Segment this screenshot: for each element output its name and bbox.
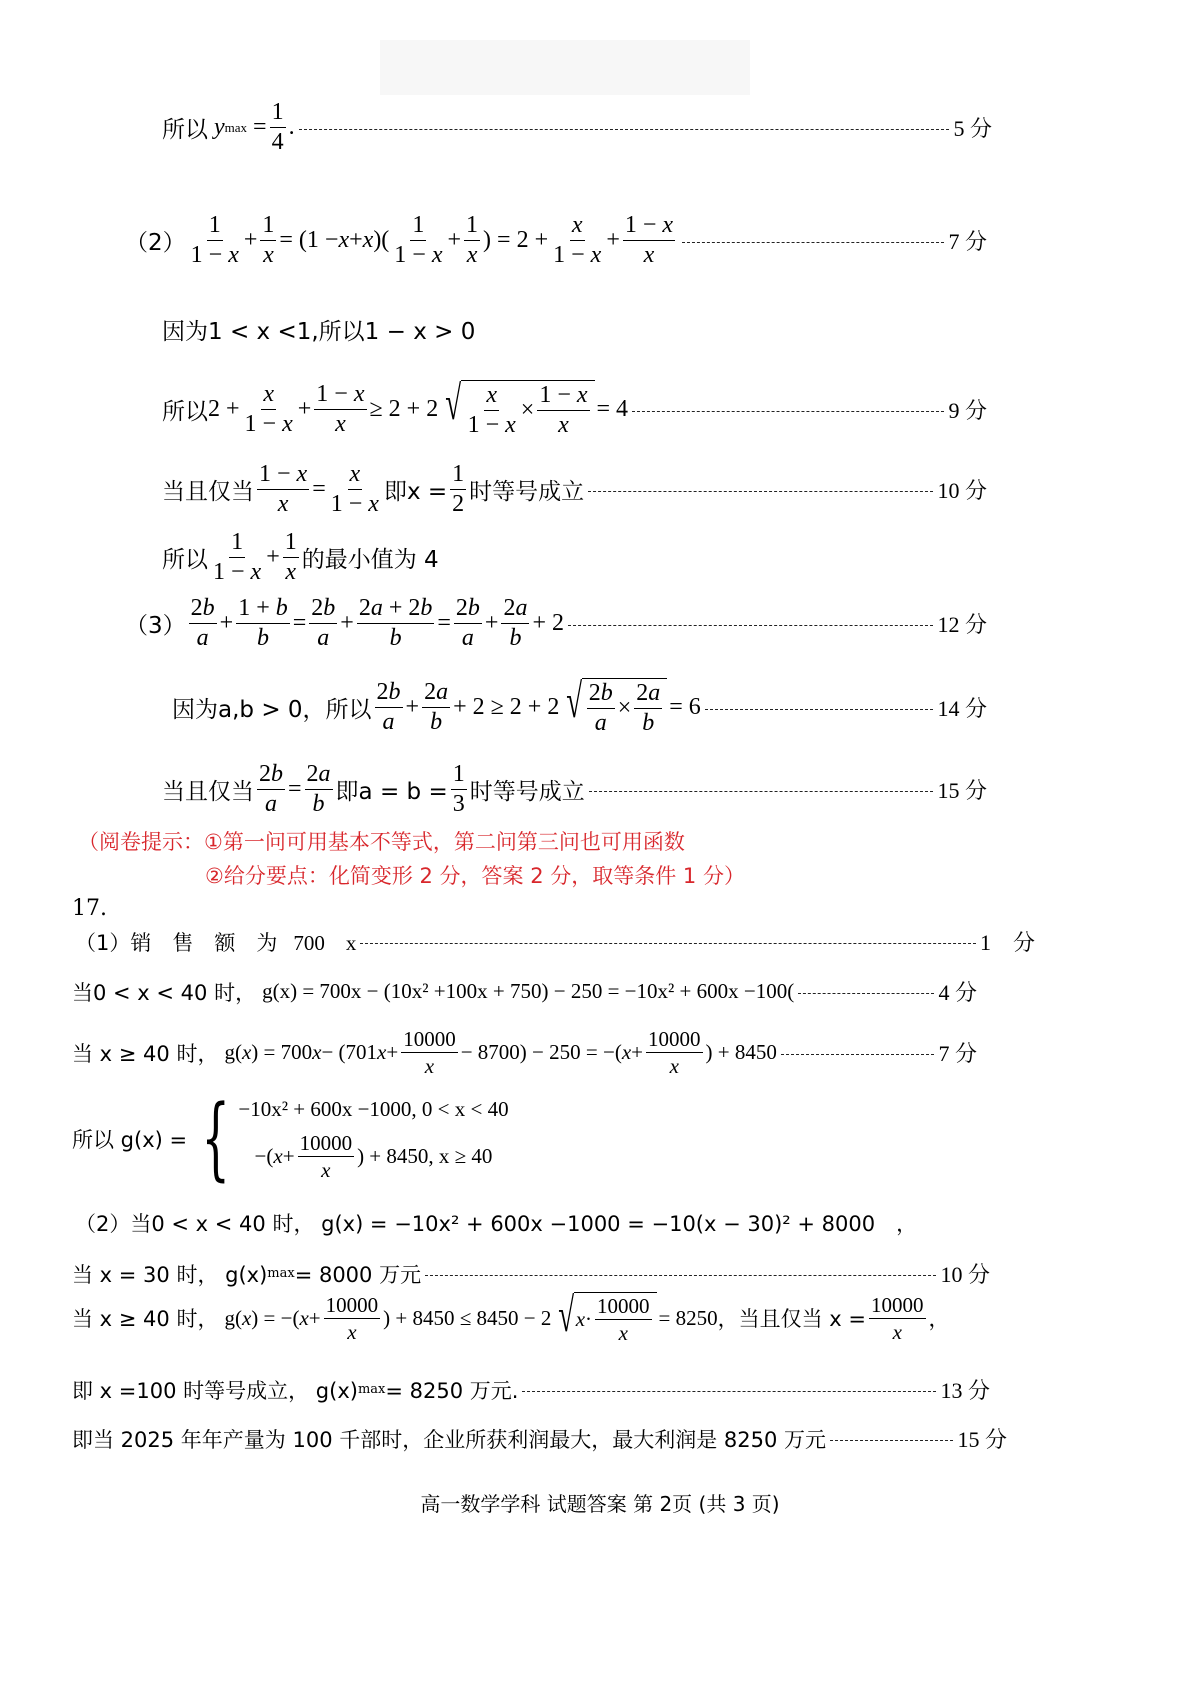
line-suffix: 时等号成立: [469, 479, 585, 506]
page-footer: 高一数学学科 试题答案 第 2页 (共 3 页): [420, 1492, 780, 1516]
line-prefix: 当0 < x < 40 时，: [72, 980, 257, 1005]
formula: $\frac{1}{1 - x}$ + $\frac{1}{x}$ = (1 − x + x )( $\frac{1}{1 - x}$ + $\frac{1}{x}$ ) = 2 + $\frac{x}{1 - x}$ + $\frac{1 - x}{x}$: [190, 212, 674, 269]
leader-dashes: [299, 129, 950, 130]
leader-dashes: [798, 993, 934, 994]
line-prefix: 当 x ≥ 40 时，: [72, 1041, 219, 1066]
line-mid: 即x =: [383, 479, 448, 506]
line-part3-ineq: [172, 675, 987, 737]
subscript: max: [357, 1382, 386, 1397]
line-prefix: 因为: [172, 696, 218, 723]
score: 12 分: [937, 612, 987, 638]
question-number: 17.: [72, 896, 107, 921]
case-1: −10x² + 600x −1000, 0 < x < 40: [238, 1096, 509, 1121]
scan-shade: [380, 40, 750, 95]
line-prefix: 当且仅当: [162, 779, 254, 806]
score: 15 分: [937, 778, 987, 804]
score: 7 分: [948, 229, 987, 255]
line-equality-cond: [162, 462, 987, 517]
line-prefix: 所以 g(x) =: [72, 1128, 188, 1152]
subscript: max: [267, 1266, 295, 1281]
line-suffix: = 8000 万元: [294, 1262, 422, 1287]
line-prefix: 当且仅当: [162, 479, 254, 506]
left-brace: {: [201, 1086, 231, 1191]
leader-dashes: [568, 625, 933, 626]
formula: $\frac{2b}{a}$ + $\frac{2a}{b}$ + 2 ≥ 2 + 2 √ $\frac{2b}{a}$ × $\frac{2a}{b}$ = 6: [376, 675, 701, 737]
leader-dashes: [360, 943, 976, 944]
line-17-1: [75, 926, 1035, 957]
line-condition: [162, 313, 475, 346]
line-prefix: （1）销 售 额 为: [75, 930, 278, 955]
line-prefix: 当 x = 30 时， g(x): [72, 1262, 268, 1287]
formula: g( x ) = 700 x − (701 x + $\frac{10000}{x}$ − 8700) − 250 = −( x + $\frac{10000}{x}$ ) + 8450: [224, 1027, 777, 1079]
line-17-5: [75, 1208, 917, 1238]
leader-dashes: [682, 242, 944, 243]
line-part3-expand: [125, 596, 987, 651]
grading-note-2: ②给分要点：化简变形 2 分，答案 2 分，取等条件 1 分）: [205, 864, 745, 888]
leader-dashes: [522, 1391, 936, 1392]
line-17-9: [72, 1423, 1007, 1454]
formula: 700 x: [293, 930, 357, 955]
line-prefix: 所以: [162, 547, 208, 574]
piecewise: [238, 1097, 508, 1181]
grading-note-1: （阅卷提示：①第一问可用基本不等式，第二问第三问也可用函数: [78, 830, 685, 854]
line-17-7: [72, 1289, 950, 1346]
line-ymax: [162, 100, 992, 155]
line-suffix: = 8250 万元.: [385, 1378, 519, 1403]
line-prefix: 当 x ≥ 40 时，: [72, 1307, 219, 1332]
line-17-8: [72, 1374, 990, 1405]
formula: $\frac{10000}{x}$ ，: [871, 1292, 950, 1344]
leader-dashes: [705, 709, 934, 710]
leader-dashes: [781, 1054, 935, 1055]
score: 15 分: [957, 1427, 1007, 1452]
leader-dashes: [588, 491, 933, 492]
part-label: （3）: [125, 613, 186, 640]
case-2-suffix: ) + 8450, x ≥ 40: [357, 1144, 493, 1168]
case-2: −( x + $\frac{10000}{x}$ ) + 8450, x ≥ 40: [254, 1130, 493, 1182]
score: 4 分: [938, 980, 977, 1005]
leader-dashes: [632, 411, 944, 412]
line-mid: 即a = b =: [335, 779, 448, 806]
line-17-2: [72, 976, 977, 1007]
line-cond: a,b > 0，所以: [218, 696, 372, 723]
score: 5 分: [953, 116, 992, 142]
leader-dashes: [589, 791, 934, 792]
score: 10 分: [937, 478, 987, 504]
line-prefix: 所以: [162, 398, 208, 425]
line-prefix: 所以: [162, 117, 208, 144]
formula: $\frac{1 - x}{x}$ = $\frac{x}{1 - x}$: [259, 461, 379, 518]
leader-dashes: [830, 1440, 953, 1441]
formula: $\frac{2b}{a}$ = $\frac{2a}{b}$: [259, 761, 331, 818]
conclusion-text: 即当 2025 年年产量为 100 千部时，企业所获利润最大，最大利润是 8250 万元: [72, 1427, 827, 1452]
formula: $\frac{1}{2}$: [452, 461, 465, 518]
formula: 2 + $\frac{x}{1 - x}$ + $\frac{1 - x}{x}$ ≥ 2 + 2 √ $\frac{x}{1 - x}$ × $\frac{1 - x}{x}$ = 4: [208, 377, 629, 439]
line-suffix: 的最小值为 4: [301, 547, 439, 574]
formula: $\frac{1}{1 - x}$ + $\frac{1}{x}$: [213, 529, 297, 586]
line-suffix: 时等号成立: [469, 779, 585, 806]
formula: $\frac{1}{3}$: [452, 761, 465, 818]
score: 14 分: [937, 695, 987, 721]
line-tail: ，当且仅当 x =: [717, 1307, 866, 1332]
leader-dashes: [425, 1275, 936, 1276]
line-17-4: [72, 1086, 509, 1191]
formula: y max = $\frac{1}{4}$ .: [214, 99, 295, 156]
condition-text: 因为1 < x <1,所以1 − x > 0: [162, 319, 476, 345]
line-17-6: [72, 1258, 990, 1289]
line-part2-expand: [125, 213, 987, 268]
formula: g(x) = 700x − (10x² +100x + 750) − 250 = −10x² + 600x −100(: [262, 979, 795, 1003]
part-label: （2）: [125, 230, 186, 257]
line-text: （2）当0 < x < 40 时， g(x) = −10x² + 600x −1000 = −10(x − 30)² + 8000 ，: [75, 1212, 918, 1236]
line-prefix: 即 x =100 时等号成立， g(x): [72, 1378, 358, 1403]
score: 7 分: [938, 1041, 977, 1067]
score: 10 分: [940, 1262, 990, 1287]
score: 13 分: [940, 1378, 990, 1403]
score: 1 分: [979, 930, 1035, 955]
line-inequality: [162, 377, 987, 439]
line-17-3: [72, 1028, 977, 1077]
formula: $\frac{2b}{a}$ + $\frac{1 + b}{b}$ = $\frac{2b}{a}$ + $\frac{2a + 2b}{b}$ = $\frac{2b}{a}$ + $\frac{2a}{b}$ + 2: [190, 595, 565, 652]
score: 9 分: [948, 397, 987, 423]
line-min-value: [162, 530, 439, 585]
formula: g( x ) = −( x + $\frac{10000}{x}$ ) + 8450 ≤ 8450 − 2 √ x · $\frac{10000}{x}$ = 8250: [224, 1289, 718, 1346]
line-part3-equality: [162, 762, 987, 817]
